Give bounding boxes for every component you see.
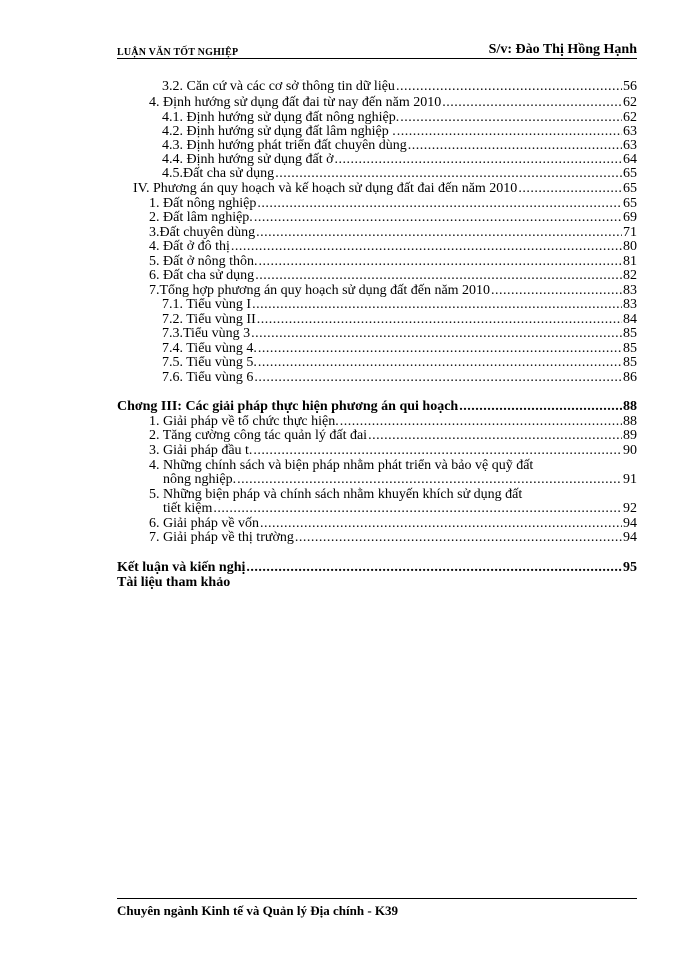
toc-entry-title: 4.4. Định hướng sử dụng đất ở xyxy=(162,152,334,167)
toc-entry-page: 94 xyxy=(623,530,637,545)
toc-entry-title: Kết luận và kiến nghị xyxy=(117,560,246,575)
toc-leader xyxy=(251,327,622,341)
toc-entry xyxy=(162,167,637,181)
toc-entry-title: 7.3.Tiểu vùng 3 xyxy=(162,326,251,341)
toc-entry-title: 4. Những chính sách và biện pháp nhằm phát triển và bảo vệ quỹ đất xyxy=(149,458,534,473)
toc-entry xyxy=(162,371,637,385)
toc-entry-page: 81 xyxy=(623,254,637,269)
toc-leader xyxy=(259,255,622,269)
toc-leader xyxy=(252,298,622,312)
toc-entry-title: 5. Những biện pháp và chính sách nhằm khuyến khích sử dụng đất xyxy=(149,487,523,502)
toc-entry xyxy=(149,240,637,254)
toc-leader xyxy=(295,531,622,545)
toc-entry-page: 65 xyxy=(623,166,637,181)
toc-entry-title: 3.Đất chuyên dùng xyxy=(149,225,256,240)
toc-entry xyxy=(162,80,637,94)
toc-chapter-entry xyxy=(117,561,637,575)
toc-entry xyxy=(162,125,637,139)
toc-leader xyxy=(260,517,622,531)
toc-entry xyxy=(149,429,637,443)
toc-entry-page: 65 xyxy=(623,196,637,211)
toc-entry-title: 4. Định hướng sử dụng đất đai từ nay đến năm 2010 xyxy=(149,95,442,110)
toc-entry-page: 85 xyxy=(623,326,637,341)
toc-leader xyxy=(400,111,622,125)
toc-entry-page: 88 xyxy=(623,414,637,429)
toc-entry xyxy=(149,444,637,458)
toc-entry-page: 85 xyxy=(623,355,637,370)
toc-entry-page: 63 xyxy=(623,138,637,153)
toc-entry xyxy=(149,211,637,225)
toc-chapter-entry xyxy=(117,400,637,414)
toc-entry-title: tiết kiệm xyxy=(163,501,213,516)
toc-entry xyxy=(162,111,637,125)
toc-entry-page: 63 xyxy=(623,124,637,139)
toc-entry-title: 7.4. Tiểu vùng 4. xyxy=(162,341,257,356)
toc-entry xyxy=(149,197,637,211)
toc-entry-title: 2. Đất lâm nghiệp. xyxy=(149,210,253,225)
toc-leader xyxy=(491,284,622,298)
toc-leader xyxy=(257,313,622,327)
toc-leader xyxy=(258,342,622,356)
toc-entry-title: 1. Đất nông nghiệp xyxy=(149,196,257,211)
toc-entry-title: 7.2. Tiểu vùng II xyxy=(162,312,256,327)
toc-leader xyxy=(442,96,622,110)
toc-entry xyxy=(162,139,637,153)
toc-entry-title: Tài liệu tham khảo xyxy=(117,575,231,590)
toc-entry-title: 4.2. Định hướng sử dụng đất lâm nghiệp . xyxy=(162,124,396,139)
page-footer: Chuyên ngành Kinh tế và Quản lý Địa chính - K39 xyxy=(117,903,399,918)
toc-entry-title: 7.5. Tiểu vùng 5. xyxy=(162,355,257,370)
toc-entry-line xyxy=(149,459,637,473)
toc-entry-title: 6. Đất cha sử dụng xyxy=(149,268,255,283)
toc-entry xyxy=(162,153,637,167)
toc-leader xyxy=(408,139,622,153)
toc-entry xyxy=(149,96,637,110)
toc-entry-page: 69 xyxy=(623,210,637,225)
toc-entry xyxy=(149,284,637,298)
toc-entry-title: 1. Giải pháp về tổ chức thực hiện. xyxy=(149,414,339,429)
toc-entry xyxy=(149,269,637,283)
toc-entry-page: 64 xyxy=(623,152,637,167)
toc-entry-title: 4. Đất ở đô thị xyxy=(149,239,230,254)
toc-entry xyxy=(162,356,637,370)
toc-entry xyxy=(149,415,637,429)
toc-entry-page: 82 xyxy=(623,268,637,283)
header-thesis-title: LUẬN VĂN TỐT NGHIỆP xyxy=(117,47,239,58)
header-student-name: S/v: Đào Thị Hồng Hạnh xyxy=(488,42,637,57)
footer-divider xyxy=(117,898,637,899)
toc-leader xyxy=(275,167,622,181)
toc-entry-page: 83 xyxy=(623,283,637,298)
toc-entry-title: 7.6. Tiểu vùng 6 xyxy=(162,370,254,385)
toc-entry xyxy=(163,473,637,487)
toc-entry-page: 71 xyxy=(623,225,637,240)
toc-leader xyxy=(518,182,622,196)
toc-entry xyxy=(162,327,637,341)
toc-leader xyxy=(368,429,622,443)
toc-entry-page: 62 xyxy=(623,110,637,125)
toc-leader xyxy=(256,226,622,240)
toc-entry-title: 3. Giải pháp đầu t. xyxy=(149,443,253,458)
toc-entry-line xyxy=(149,488,637,502)
toc-entry-page: 83 xyxy=(623,297,637,312)
toc-leader xyxy=(231,240,622,254)
toc-entry-page: 94 xyxy=(623,516,637,531)
toc-leader xyxy=(335,153,622,167)
toc-leader xyxy=(213,502,622,516)
toc-entry-page: 62 xyxy=(623,95,637,110)
toc-entry-page: 56 xyxy=(623,79,637,94)
toc-entry xyxy=(162,313,637,327)
toc-entry xyxy=(133,182,637,196)
toc-leader xyxy=(254,371,622,385)
toc-entry-title: 6. Giải pháp về vốn xyxy=(149,516,260,531)
toc-entry-title: Chơng III: Các giải pháp thực hiện phương án qui hoạch xyxy=(117,399,459,414)
toc-entry-page: 90 xyxy=(623,443,637,458)
toc-leader xyxy=(459,400,622,414)
toc-leader xyxy=(258,356,622,370)
toc-entry-page: 91 xyxy=(623,472,637,487)
toc-leader xyxy=(246,561,622,575)
toc-leader xyxy=(254,211,622,225)
toc-leader xyxy=(397,125,622,139)
toc-entry xyxy=(149,517,637,531)
toc-entry-title: 7. Giải pháp về thị trường xyxy=(149,530,294,545)
toc-entry-title: 3.2. Căn cứ và các cơ sở thông tin dữ liệu xyxy=(162,79,395,94)
toc-chapter-entry xyxy=(117,576,637,590)
toc-entry-page: 92 xyxy=(623,501,637,516)
toc-entry-page: 84 xyxy=(623,312,637,327)
toc-leader xyxy=(257,197,622,211)
toc-entry-page: 95 xyxy=(623,560,637,575)
toc-entry xyxy=(149,531,637,545)
toc-entry xyxy=(163,502,637,516)
toc-entry-title: 2. Tăng cường công tác quản lý đất đai xyxy=(149,428,368,443)
toc-leader xyxy=(255,269,622,283)
toc-entry-title: 4.3. Định hướng phát triển đất chuyên dùng xyxy=(162,138,407,153)
toc-entry-page: 85 xyxy=(623,341,637,356)
toc-entry-page: 86 xyxy=(623,370,637,385)
toc-entry-title: 7.1. Tiểu vùng I xyxy=(162,297,252,312)
toc-leader xyxy=(396,80,622,94)
toc-entry xyxy=(149,255,637,269)
toc-entry-page: 89 xyxy=(623,428,637,443)
toc-entry-title: IV. Phương án quy hoạch và kế hoạch sử dụng đất đai đến năm 2010 xyxy=(133,181,518,196)
toc-leader xyxy=(253,444,622,458)
toc-entry-title: 4.1. Định hướng sử dụng đất nông nghiệp. xyxy=(162,110,400,125)
toc-entry-title: 7.Tổng hợp phương án quy hoạch sử dụng đất đến năm 2010 xyxy=(149,283,491,298)
toc-entry xyxy=(162,298,637,312)
toc-entry-title: 4.5.Đất cha sử dụng xyxy=(162,166,275,181)
toc-entry-page: 80 xyxy=(623,239,637,254)
toc-entry-page: 88 xyxy=(623,399,637,414)
toc-entry xyxy=(162,342,637,356)
toc-leader xyxy=(237,473,622,487)
toc-entry-page: 65 xyxy=(623,181,637,196)
toc-entry-title: nông nghiệp. xyxy=(163,472,237,487)
toc-leader xyxy=(340,415,622,429)
toc-entry-title: 5. Đất ở nông thôn. xyxy=(149,254,258,269)
toc-entry xyxy=(149,226,637,240)
